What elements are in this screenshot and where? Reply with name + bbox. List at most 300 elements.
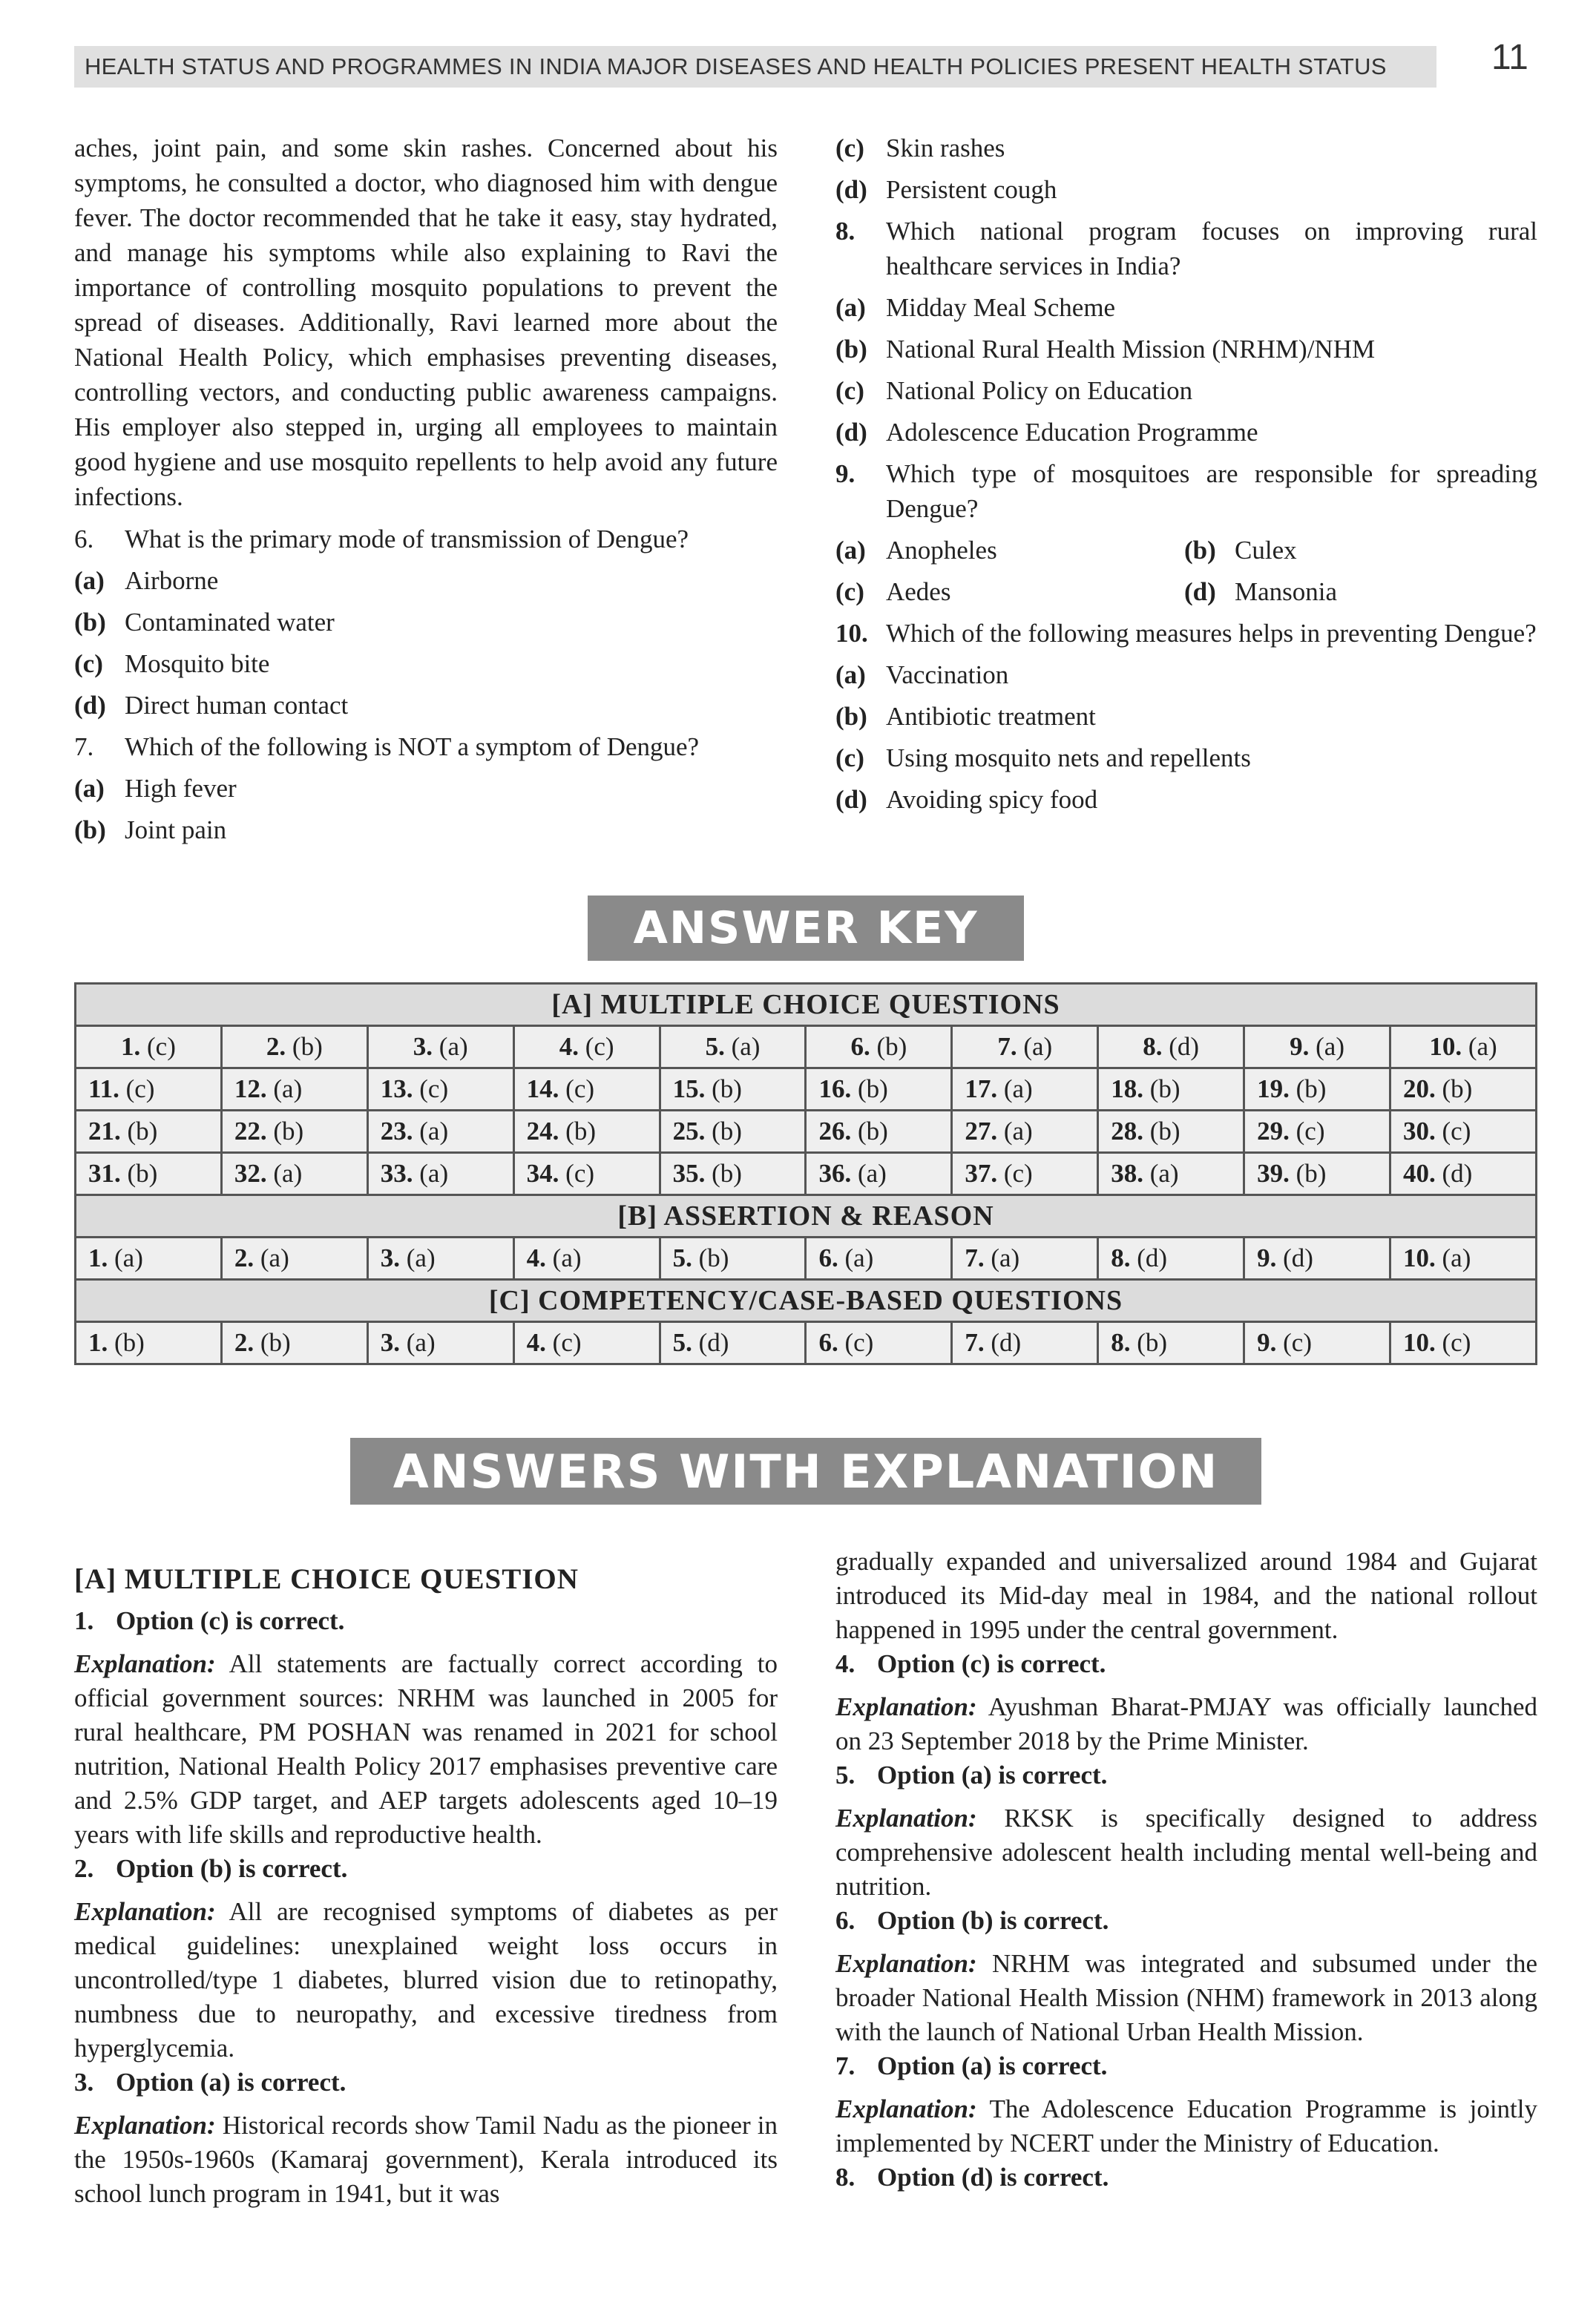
answer-key-section-row xyxy=(76,1280,1537,1322)
answer-key-question-number: 39. xyxy=(1257,1159,1290,1188)
answer-key-question-number: 14. xyxy=(526,1074,559,1103)
answer-key-answer: (a) xyxy=(1003,1074,1033,1103)
answer-key-cell xyxy=(1244,1068,1390,1111)
answer-key-section-title: [C] COMPETENCY/CASE-BASED QUESTIONS xyxy=(76,1280,1537,1322)
answer-key-question-number: 2. xyxy=(234,1328,254,1357)
answer-option-text: Option (c) is correct. xyxy=(116,1606,345,1635)
explanation-label: Explanation: xyxy=(835,1949,977,1978)
answer-key-question-number: 8. xyxy=(1111,1243,1131,1272)
answer-key-cell xyxy=(1390,1153,1537,1195)
answer-key-cell xyxy=(806,1111,952,1153)
option-text: Anopheles xyxy=(886,536,997,565)
answer-key-answer: (a) xyxy=(260,1243,289,1272)
answer-key-cell xyxy=(1244,1111,1390,1153)
answer-key-cell xyxy=(513,1322,660,1364)
answer-key-row xyxy=(76,1111,1537,1153)
question-9 xyxy=(835,456,1537,526)
option-text: Vaccination xyxy=(886,660,1009,689)
answer-key-answer: (b) xyxy=(712,1159,742,1188)
option xyxy=(74,771,778,806)
answer-key-answer: (a) xyxy=(419,1117,449,1146)
explanation-text: All are recognised symptoms of diabetes as per medical guidelines: unexplained weight loss occurs in uncontrolled/type 1 diabetes, blurred vision due to retinopathy, numbness due to neuropathy, and excessive tiredness from hyperglycemia. xyxy=(74,1897,778,2063)
answer-option-1 xyxy=(74,1604,778,1638)
answer-key-question-number: 2. xyxy=(266,1032,286,1061)
answer-key-answer: (c) xyxy=(552,1328,582,1357)
option-letter: (a) xyxy=(74,774,105,803)
option xyxy=(74,605,778,640)
answer-key-cell xyxy=(1098,1153,1244,1195)
answer-key-cell xyxy=(513,1238,660,1280)
answer-key-question-number: 26. xyxy=(818,1117,852,1146)
answer-key-answer: (b) xyxy=(114,1328,145,1357)
option xyxy=(835,657,1537,692)
answer-key-answer: (b) xyxy=(1442,1074,1473,1103)
explanation-2 xyxy=(74,1895,778,2066)
answer-key-section-row xyxy=(76,984,1537,1026)
answer-key-cell xyxy=(1244,1153,1390,1195)
answer-key-cell xyxy=(1098,1111,1244,1153)
answer-key-answer: (a) xyxy=(406,1243,436,1272)
question-text: What is the primary mode of transmission of Dengue? xyxy=(125,525,689,553)
page-number: 11 xyxy=(1491,38,1528,77)
answer-key-question-number: 9. xyxy=(1257,1243,1277,1272)
option-pair xyxy=(835,533,1537,568)
answer-key-cell xyxy=(806,1322,952,1364)
question-8 xyxy=(835,214,1537,283)
option-text: National Rural Health Mission (NRHM)/NHM xyxy=(886,335,1376,364)
option-letter: (d) xyxy=(74,691,106,720)
answer-key-answer: (b) xyxy=(127,1159,158,1188)
option xyxy=(74,563,778,598)
answer-key-banner: ANSWER KEY xyxy=(588,896,1024,961)
question-number: 10. xyxy=(835,619,868,648)
answer-key-question-number: 15. xyxy=(672,1074,706,1103)
answer-key-question-number: 10. xyxy=(1403,1243,1436,1272)
explanation-3 xyxy=(74,2109,778,2211)
answer-key-answer: (c) xyxy=(565,1159,595,1188)
answer-key-cell xyxy=(1390,1026,1537,1068)
explanation-5 xyxy=(835,1801,1537,1904)
answer-key-cell xyxy=(76,1322,222,1364)
option xyxy=(835,373,1537,408)
option-text: Midday Meal Scheme xyxy=(886,293,1116,322)
answer-key-question-number: 37. xyxy=(965,1159,998,1188)
answer-key-answer: (c) xyxy=(1295,1117,1325,1146)
answer-key-cell xyxy=(221,1322,367,1364)
question-text: Which of the following is NOT a symptom of Dengue? xyxy=(125,732,700,761)
answer-option-2 xyxy=(74,1852,778,1886)
option-text: Direct human contact xyxy=(125,691,349,720)
option-letter: (d) xyxy=(1184,577,1216,606)
answer-key-question-number: 5. xyxy=(672,1243,692,1272)
answer-key-row xyxy=(76,1068,1537,1111)
answer-key-question-number: 11. xyxy=(88,1074,119,1103)
answer-key-cell xyxy=(1098,1068,1244,1111)
answer-key-cell xyxy=(806,1153,952,1195)
option xyxy=(835,131,1537,165)
answer-number: 2. xyxy=(74,1854,94,1883)
answer-key-question-number: 35. xyxy=(672,1159,706,1188)
answer-key-row xyxy=(76,1153,1537,1195)
answer-option-8 xyxy=(835,2160,1537,2195)
answer-key-row xyxy=(76,1238,1537,1280)
answer-key-question-number: 20. xyxy=(1403,1074,1436,1103)
answer-key-question-number: 36. xyxy=(818,1159,852,1188)
option xyxy=(835,415,1537,450)
option xyxy=(835,172,1537,207)
answer-key-answer: (c) xyxy=(125,1074,155,1103)
answer-key-cell xyxy=(1244,1026,1390,1068)
answer-key-answer: (b) xyxy=(857,1074,888,1103)
answer-key-cell xyxy=(76,1238,222,1280)
option-text: Antibiotic treatment xyxy=(886,702,1096,731)
option-letter: (a) xyxy=(835,293,866,322)
answer-key-cell xyxy=(952,1153,1098,1195)
answer-key-answer: (d) xyxy=(1283,1243,1313,1272)
answer-key-answer: (b) xyxy=(1137,1328,1168,1357)
option-text: Using mosquito nets and repellents xyxy=(886,743,1251,772)
explanations-left-column xyxy=(74,1562,778,2211)
question-number: 9. xyxy=(835,459,856,488)
option-letter: (c) xyxy=(74,649,103,678)
option xyxy=(74,812,778,847)
answer-key-cell xyxy=(221,1026,367,1068)
option xyxy=(835,332,1537,367)
explanation-3-continued: gradually expanded and universalized around 1984 and Gujarat introduced its Mid-day meal in 1984, and the national rollout happened in 1995 under the central government. xyxy=(835,1547,1537,1644)
answer-option-6 xyxy=(835,1904,1537,1938)
answer-key-section-title: [A] MULTIPLE CHOICE QUESTIONS xyxy=(76,984,1537,1026)
answer-key-answer: (a) xyxy=(552,1243,582,1272)
answer-key-question-number: 6. xyxy=(850,1032,870,1061)
answer-key-answer: (b) xyxy=(127,1117,158,1146)
option-letter: (b) xyxy=(835,702,867,731)
explanation-text: Ayushman Bharat-PMJAY was officially launched on 23 September 2018 by the Prime Minister. xyxy=(835,1692,1537,1755)
answer-key-cell xyxy=(1390,1068,1537,1111)
left-column-questions xyxy=(74,131,778,854)
answer-key-answer: (a) xyxy=(114,1243,143,1272)
answer-key-cell xyxy=(76,1153,222,1195)
option-letter: (d) xyxy=(835,175,867,204)
answer-key-cell xyxy=(1390,1111,1537,1153)
answer-key-answer: (a) xyxy=(1316,1032,1344,1061)
answer-option-text: Option (a) is correct. xyxy=(877,2051,1108,2080)
option-letter: (b) xyxy=(1184,536,1216,565)
explanation-label: Explanation: xyxy=(74,1897,216,1926)
option-text: Avoiding spicy food xyxy=(886,785,1098,814)
answer-key-question-number: 1. xyxy=(88,1328,108,1357)
option-text: Joint pain xyxy=(125,815,227,844)
answer-number: 4. xyxy=(835,1649,856,1678)
answer-key-answer: (a) xyxy=(406,1328,436,1357)
answer-key-answer: (c) xyxy=(1442,1328,1471,1357)
option-text: Mansonia xyxy=(1235,577,1338,606)
answer-key-cell xyxy=(1390,1238,1537,1280)
question-6 xyxy=(74,522,778,556)
question-number: 7. xyxy=(74,732,94,761)
answer-key-answer: (a) xyxy=(419,1159,449,1188)
answer-key-question-number: 38. xyxy=(1111,1159,1143,1188)
answer-key-answer: (a) xyxy=(731,1032,761,1061)
answer-key-question-number: 7. xyxy=(965,1328,985,1357)
explanation-label: Explanation: xyxy=(835,2094,977,2123)
answer-key-question-number: 29. xyxy=(1257,1117,1290,1146)
explanation-text: RKSK is specifically designed to address comprehensive adolescent health including mental well-being and nutrition. xyxy=(835,1804,1537,1901)
answer-key-answer: (a) xyxy=(273,1074,303,1103)
answer-key-question-number: 8. xyxy=(1111,1328,1131,1357)
answer-key-answer: (c) xyxy=(844,1328,874,1357)
answer-key-question-number: 33. xyxy=(380,1159,413,1188)
option-text: National Policy on Education xyxy=(886,376,1193,405)
answer-key-cell xyxy=(367,1026,513,1068)
answer-key-cell xyxy=(660,1026,806,1068)
answer-key-cell xyxy=(221,1111,367,1153)
option-letter: (c) xyxy=(835,577,864,606)
answer-key-answer: (b) xyxy=(260,1328,291,1357)
answer-key-question-number: 27. xyxy=(965,1117,998,1146)
answer-key-question-number: 22. xyxy=(234,1117,267,1146)
answer-key-cell xyxy=(952,1238,1098,1280)
question-number: 6. xyxy=(74,525,94,553)
answer-key-question-number: 25. xyxy=(672,1117,706,1146)
explanation-label: Explanation: xyxy=(835,1692,977,1721)
option-letter: (d) xyxy=(835,418,867,447)
explanation-label: Explanation: xyxy=(74,2111,216,2140)
option-pair xyxy=(835,574,1537,609)
question-number: 8. xyxy=(835,217,856,246)
answer-key-cell xyxy=(367,1322,513,1364)
answer-key-cell xyxy=(1244,1322,1390,1364)
answer-option-text: Option (d) is correct. xyxy=(877,2163,1109,2192)
explanation-7 xyxy=(835,2092,1537,2160)
running-header xyxy=(74,46,1436,88)
option xyxy=(74,646,778,681)
explanation-text: The Adolescence Education Programme is jointly implemented by NCERT under the Ministry of Education. xyxy=(835,2094,1537,2158)
case-paragraph: aches, joint pain, and some skin rashes. Concerned about his symptoms, he consulted a doctor, who diagnosed him with dengue fever. The doctor recommended that he take it easy, stay hydrated, and manage his symptoms while also explaining to Ravi the importance of controlling mosquito populations to prevent the spread of diseases. Additionally, Ravi learned more about the National Health Policy, which emphasises preventing diseases, controlling vectors, and conducting public awareness campaigns. His employer also stepped in, urging all employees to maintain good hygiene and use mosquito repellents to help avoid any future infections. xyxy=(74,134,778,511)
answer-key-question-number: 21. xyxy=(88,1117,121,1146)
answer-key-question-number: 5. xyxy=(672,1328,692,1357)
right-column-questions xyxy=(835,131,1537,824)
answer-number: 6. xyxy=(835,1906,856,1935)
answer-key-cell xyxy=(367,1238,513,1280)
option xyxy=(835,290,1537,325)
header-title: HEALTH STATUS AND PROGRAMMES IN INDIA MAJOR DISEASES AND HEALTH POLICIES PRESENT HEALTH STATUS xyxy=(85,53,1387,79)
option-text: Culex xyxy=(1235,536,1297,565)
explanations-right-column xyxy=(835,1545,1537,2204)
answer-key-cell xyxy=(1244,1238,1390,1280)
answer-key-cell xyxy=(952,1322,1098,1364)
answer-key-answer: (b) xyxy=(876,1032,907,1061)
option-text: Contaminated water xyxy=(125,608,335,637)
question-text: Which type of mosquitoes are responsible for spreading Dengue? xyxy=(886,459,1537,523)
option-letter: (b) xyxy=(74,608,106,637)
answer-key-answer: (b) xyxy=(565,1117,596,1146)
answer-number: 3. xyxy=(74,2068,94,2097)
answer-key-answer: (b) xyxy=(712,1074,742,1103)
explanation-section-heading: [A] MULTIPLE CHOICE QUESTION xyxy=(74,1563,579,1595)
option-letter: (a) xyxy=(74,566,105,595)
answer-key-cell xyxy=(76,1111,222,1153)
question-7 xyxy=(74,729,778,764)
answer-key-answer: (c) xyxy=(147,1032,176,1061)
answer-key-answer: (b) xyxy=(698,1243,729,1272)
answer-key-cell xyxy=(367,1153,513,1195)
answer-key-question-number: 13. xyxy=(380,1074,413,1103)
answer-key-answer: (b) xyxy=(857,1117,888,1146)
answer-key-answer: (a) xyxy=(857,1159,887,1188)
answer-option-4 xyxy=(835,1647,1537,1681)
answer-key-answer: (b) xyxy=(712,1117,742,1146)
answer-key-cell xyxy=(367,1111,513,1153)
answer-key-cell xyxy=(660,1068,806,1111)
option xyxy=(835,699,1537,734)
answer-key-question-number: 3. xyxy=(413,1032,433,1061)
answer-key-cell xyxy=(1098,1026,1244,1068)
answer-key-answer: (a) xyxy=(439,1032,468,1061)
answer-key-question-number: 31. xyxy=(88,1159,121,1188)
answer-key-cell xyxy=(513,1153,660,1195)
answer-option-text: Option (a) is correct. xyxy=(116,2068,347,2097)
answer-key-question-number: 12. xyxy=(234,1074,267,1103)
option-text: Mosquito bite xyxy=(125,649,270,678)
answer-number: 8. xyxy=(835,2163,856,2192)
answer-key-question-number: 16. xyxy=(818,1074,852,1103)
answer-key-cell xyxy=(952,1068,1098,1111)
answer-key-question-number: 34. xyxy=(526,1159,559,1188)
answer-key-answer: (c) xyxy=(1442,1117,1471,1146)
option-letter: (b) xyxy=(835,335,867,364)
answer-key-cell xyxy=(76,1068,222,1111)
answer-key-answer: (d) xyxy=(698,1328,729,1357)
option xyxy=(835,740,1537,775)
answer-key-cell xyxy=(660,1111,806,1153)
answer-key-answer: (b) xyxy=(273,1117,304,1146)
answer-key-cell xyxy=(660,1322,806,1364)
answer-key-cell xyxy=(1098,1238,1244,1280)
answer-key-cell xyxy=(806,1238,952,1280)
answer-number: 7. xyxy=(835,2051,856,2080)
answer-key-question-number: 10. xyxy=(1403,1328,1436,1357)
answer-key-cell xyxy=(513,1111,660,1153)
option-text: High fever xyxy=(125,774,237,803)
answer-key-question-number: 9. xyxy=(1290,1032,1310,1061)
answer-option-text: Option (c) is correct. xyxy=(877,1649,1106,1678)
answer-key-question-number: 4. xyxy=(526,1328,546,1357)
answer-option-7 xyxy=(835,2049,1537,2083)
option xyxy=(74,688,778,723)
answer-key-question-number: 32. xyxy=(234,1159,267,1188)
explanation-text: Historical records show Tamil Nadu as the pioneer in the 1950s-1960s (Kamaraj government), Kerala introduced its school lunch program in 1941, but it was xyxy=(74,2111,778,2208)
option-letter: (c) xyxy=(835,376,864,405)
answer-key-answer: (d) xyxy=(991,1328,1022,1357)
answer-key-cell xyxy=(952,1026,1098,1068)
answer-key-answer: (b) xyxy=(1295,1159,1327,1188)
question-10 xyxy=(835,616,1537,651)
answer-key-question-number: 18. xyxy=(1111,1074,1143,1103)
answer-key-answer: (b) xyxy=(292,1032,323,1061)
answer-key-cell xyxy=(367,1068,513,1111)
answer-key-answer: (d) xyxy=(1137,1243,1168,1272)
answer-key-cell xyxy=(1390,1322,1537,1364)
question-text: Which of the following measures helps in preventing Dengue? xyxy=(886,619,1537,648)
answer-key-question-number: 7. xyxy=(997,1032,1017,1061)
answer-key-cell xyxy=(513,1068,660,1111)
answer-option-text: Option (b) is correct. xyxy=(877,1906,1109,1935)
explanation-text: NRHM was integrated and subsumed under the broader National Health Mission (NHM) framework in 2013 along with the launch of National Urban Health Mission. xyxy=(835,1949,1537,2046)
answer-key-answer: (b) xyxy=(1149,1117,1180,1146)
option-letter: (a) xyxy=(835,660,866,689)
answer-key-cell xyxy=(221,1153,367,1195)
answer-key-answer: (d) xyxy=(1169,1032,1200,1061)
option-text: Airborne xyxy=(125,566,219,595)
question-text: Which national program focuses on improving rural healthcare services in India? xyxy=(886,217,1537,280)
answer-key-question-number: 10. xyxy=(1429,1032,1462,1061)
option xyxy=(835,782,1537,817)
answer-key-question-number: 19. xyxy=(1257,1074,1290,1103)
answer-key-question-number: 3. xyxy=(380,1243,401,1272)
answer-number: 5. xyxy=(835,1761,856,1790)
answer-key-answer: (c) xyxy=(565,1074,595,1103)
answer-key-question-number: 6. xyxy=(818,1243,838,1272)
explanation-banner: ANSWERS WITH EXPLANATION xyxy=(350,1438,1261,1505)
explanation-6 xyxy=(835,1947,1537,2049)
answer-key-cell xyxy=(806,1068,952,1111)
option-text: Skin rashes xyxy=(886,134,1005,162)
answer-key-answer: (a) xyxy=(991,1243,1020,1272)
answer-key-answer: (c) xyxy=(1283,1328,1312,1357)
answer-key-answer: (b) xyxy=(1149,1074,1180,1103)
answer-key-table xyxy=(74,982,1537,1365)
answer-key-question-number: 6. xyxy=(818,1328,838,1357)
answer-key-answer: (a) xyxy=(1442,1243,1471,1272)
answer-key-answer: (b) xyxy=(1295,1074,1327,1103)
answer-key-answer: (a) xyxy=(1468,1032,1497,1061)
answer-key-answer: (c) xyxy=(585,1032,614,1061)
option-letter: (b) xyxy=(74,815,106,844)
answer-key-answer: (d) xyxy=(1442,1159,1473,1188)
answer-key-row xyxy=(76,1026,1537,1068)
answer-key-section-row xyxy=(76,1195,1537,1238)
option-text: Aedes xyxy=(886,577,951,606)
answer-key-question-number: 5. xyxy=(705,1032,725,1061)
answer-key-cell xyxy=(806,1026,952,1068)
answer-option-text: Option (a) is correct. xyxy=(877,1761,1108,1790)
answer-key-cell xyxy=(1098,1322,1244,1364)
answer-key-answer: (a) xyxy=(1023,1032,1053,1061)
option-text: Adolescence Education Programme xyxy=(886,418,1258,447)
answer-key-question-number: 8. xyxy=(1143,1032,1163,1061)
answer-key-cell xyxy=(513,1026,660,1068)
answer-key-question-number: 4. xyxy=(559,1032,579,1061)
answer-key-question-number: 3. xyxy=(380,1328,401,1357)
answer-key-cell xyxy=(660,1153,806,1195)
option-letter: (a) xyxy=(835,536,866,565)
answer-key-cell xyxy=(221,1068,367,1111)
answer-key-question-number: 9. xyxy=(1257,1328,1277,1357)
answer-key-answer: (a) xyxy=(1149,1159,1179,1188)
answer-key-answer: (a) xyxy=(844,1243,874,1272)
answer-key-section-title: [B] ASSERTION & REASON xyxy=(76,1195,1537,1238)
answer-key-cell xyxy=(221,1238,367,1280)
explanation-text: All statements are factually correct according to official government sources: NRHM was launched in 2005 for rural healthcare, PM POSHAN was renamed in 2021 for school nutrition, National Health Policy 2017 emphasises preventive care and 2.5% GDP target, and AEP targets adolescents aged 10–19 years with life skills and reproductive health. xyxy=(74,1649,778,1849)
answer-key-question-number: 2. xyxy=(234,1243,254,1272)
answer-key-question-number: 28. xyxy=(1111,1117,1143,1146)
option-letter: (c) xyxy=(835,134,864,162)
option-text: Persistent cough xyxy=(886,175,1057,204)
answer-key-cell xyxy=(76,1026,222,1068)
answer-key-question-number: 1. xyxy=(121,1032,141,1061)
answer-key-question-number: 23. xyxy=(380,1117,413,1146)
answer-key-answer: (a) xyxy=(273,1159,303,1188)
